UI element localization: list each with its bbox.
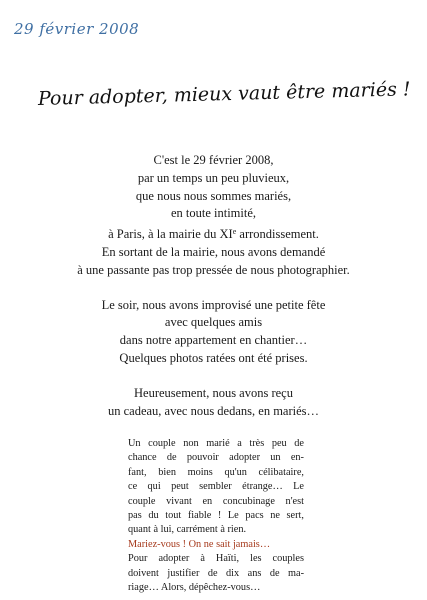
story-paragraph-1 [0,152,427,280]
note-line: Un couple non marié a très peu de [128,438,304,449]
note-line: fant, bien moins qu'un célibataire, [128,466,304,478]
story-line: C'est le 29 février 2008, [153,153,274,167]
story-paragraph-3 [0,385,427,421]
note-highlight: Mariez-vous ! On ne sait jamais… [128,538,271,550]
story-line: Quelques photos ratées ont été prises. [119,350,308,365]
story-line: avec quelques amis [164,315,263,330]
story-line-text: à Paris, à la mairie du XI [108,227,233,242]
page-date: 29 février 2008 [14,20,140,38]
story-line: en toute intimité, [170,206,257,221]
ordinal-superscript: e [232,227,237,237]
story-paragraph-2 [0,297,427,368]
story-line: dans notre appartement en chantier… [119,333,308,348]
story-line: par un temps un peu pluvieux, [137,170,290,185]
note-line: riage… Alors, dépêchez-vous… [128,582,261,594]
story-line: un cadeau, avec nous dedans, en mariés… [107,403,320,418]
story-line: à une passante pas trop pressée de nous photographier. [77,262,350,277]
story-line [0,223,427,244]
note-line: Pour adopter à Haïti, les couples [128,553,304,565]
note-line: pas du tout fiable ! Le pacs ne sert, [128,510,304,522]
story-line: que nous nous sommes mariés, [135,188,292,203]
story-line: En sortant de la mairie, nous avons demandé [101,244,326,259]
story-line: Heureusement, nous avons reçu [134,385,293,400]
note-line: doivent justifier de dix ans de ma- [128,567,304,579]
story-line: Le soir, nous avons improvisé une petite fête [101,297,326,312]
note-line: couple vivant en concubinage n'est [128,495,304,507]
side-note [128,437,304,595]
page-title: Pour adopter, mieux vaut être mariés ! [37,78,411,110]
story-line-text: arrondissement. [236,227,319,242]
note-line: chance de pouvoir adopter un en- [128,452,304,464]
note-line: quant à lui, carrément à rien. [128,524,247,536]
note-line: ce qui peut sembler étrange… Le [128,481,304,493]
story-text [0,152,427,420]
